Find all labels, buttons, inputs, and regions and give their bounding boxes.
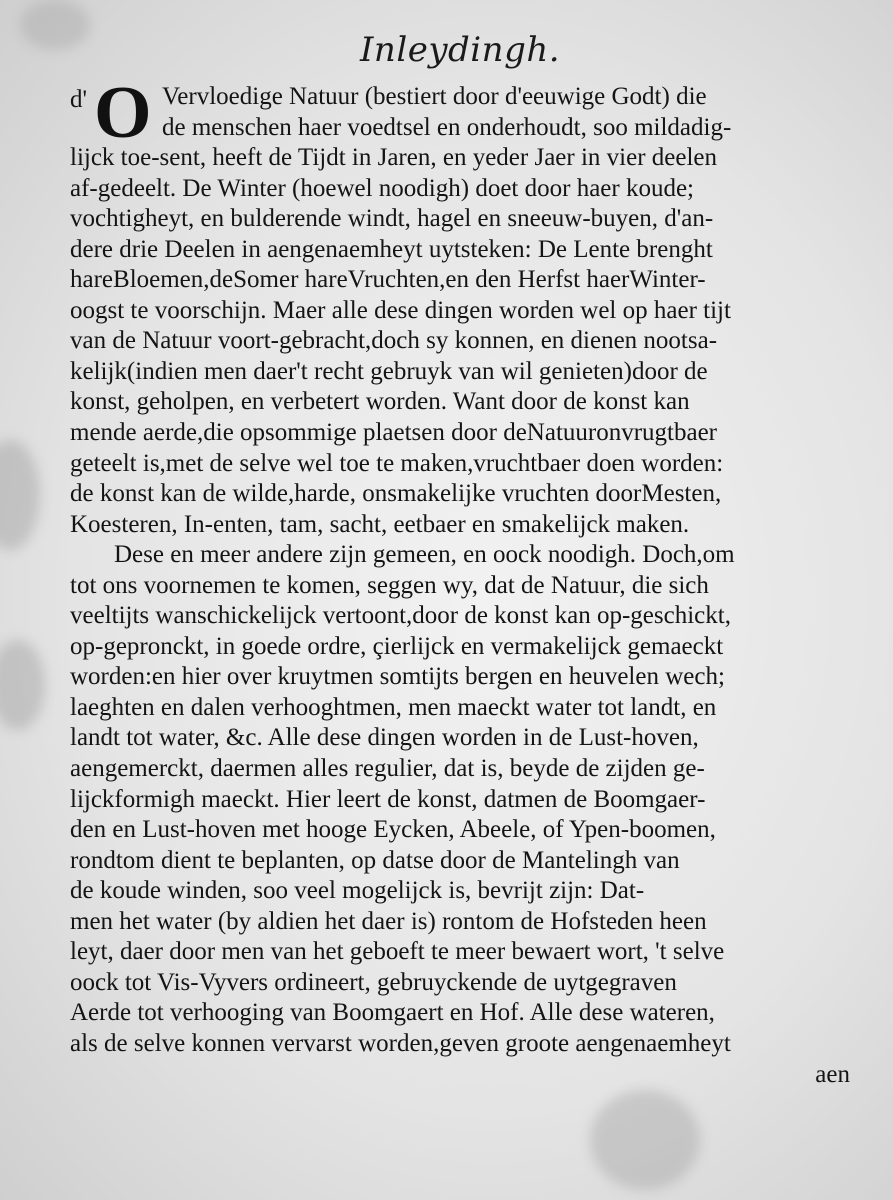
text-line: als de selve konnen vervarst worden,geven groote aengenaemheyt (70, 1029, 731, 1057)
text-line: de menschen haer voedtsel en onderhoudt, soo mildadig- (162, 113, 732, 141)
text-line: de konst kan de wilde,harde, onsmakelijke vruchten doorMesten, (70, 480, 722, 508)
text-line: kelijk(indien men daer't recht gebruyk van wil genieten)door de (70, 357, 708, 385)
text-line: geteelt is,met de selve wel toe te maken,vruchtbaer doen worden: (70, 449, 724, 477)
text-line: laeghten en dalen verhooghtmen, men maeckt water tot landt, en (70, 693, 717, 721)
text-line: konst, geholpen, en verbetert worden. Want door de konst kan (70, 388, 690, 416)
text-line: den en Lust-hoven met hooge Eycken, Abeele, of Ypen-boomen, (70, 816, 716, 844)
text-line: veeltijts wanschickelijck vertoont,door de konst kan op-geschickt, (70, 602, 731, 630)
text-line: oock tot Vis-Vyvers ordineert, gebruyckende de uytgegraven (70, 968, 677, 996)
drop-cap: O (94, 72, 152, 154)
paragraph-start-line: Dese en meer andere zijn gemeen, en oock noodigh. Doch,om (114, 541, 735, 569)
text-line: Vervloedige Natuur (bestiert door d'eeuwige Godt) die (162, 83, 707, 110)
text-line: landt tot water, &c. Alle dese dingen worden in de Lust-hoven, (70, 724, 699, 752)
text-line: leyt, daer door men van het geboeft te meer bewaert wort, 't selve (70, 938, 725, 966)
text-line: mende aerde,die opsommige plaetsen door deNatuuronvrugtbaer (70, 419, 717, 447)
text-line: worden:en hier over kruytmen somtijts bergen en heuvelen wech; (70, 663, 725, 691)
first-lines (70, 82, 850, 143)
catchword: aen (815, 1060, 850, 1088)
text-line: van de Natuur voort-gebracht,doch sy konnen, en dienen nootsa- (70, 327, 718, 355)
text-line: de koude winden, soo veel mogelijck is, bevrijt zijn: Dat- (70, 877, 645, 905)
opening-prefix: d' (70, 86, 88, 113)
text-line: tot ons voornemen te komen, seggen wy, dat de Natuur, die sich (70, 571, 709, 599)
water-stain (20, 0, 90, 50)
water-stain (590, 1090, 700, 1190)
text-line: hareBloemen,deSomer hareVruchten,en den Herfst haerWinter- (70, 266, 706, 294)
text-line: rondtom dient te beplanten, op datse door de Mantelingh van (70, 846, 680, 874)
text-line: af-gedeelt. De Winter (hoewel noodigh) doet door haer koude; (70, 174, 694, 202)
text-line: men het water (by aldien het daer is) rontom de Hofsteden heen (70, 907, 707, 935)
water-stain (0, 440, 40, 550)
text-line: dere drie Deelen in aengenaemheyt uytsteken: De Lente brenght (70, 235, 713, 263)
text-line: lijck toe-sent, heeft de Tijdt in Jaren, en yeder Jaer in vier deelen (70, 144, 718, 172)
text-line: vochtigheyt, en bulderende windt, hagel en sneeuw-buyen, d'an- (70, 205, 714, 233)
body-text (70, 82, 850, 1090)
text-line: lijckformigh maeckt. Hier leert de konst, datmen de Boomgaer- (70, 785, 706, 813)
text-line: Koesteren, In-enten, tam, sacht, eetbaer en smakelijck maken. (70, 510, 690, 538)
page-title: Inleydingh. (360, 30, 561, 70)
water-stain (0, 640, 45, 730)
text-line: Aerde tot verhooging van Boomgaert en Hof. Alle dese wateren, (70, 999, 715, 1027)
text-line: op-gepronckt, in goede ordre, çierlijck en vermakelijck gemaeckt (70, 632, 724, 660)
text-line: aengemerckt, daermen alles regulier, dat is, beyde de zijden ge- (70, 755, 705, 783)
text-line: oogst te voorschijn. Maer alle dese dingen worden wel op haer tijt (70, 296, 731, 324)
